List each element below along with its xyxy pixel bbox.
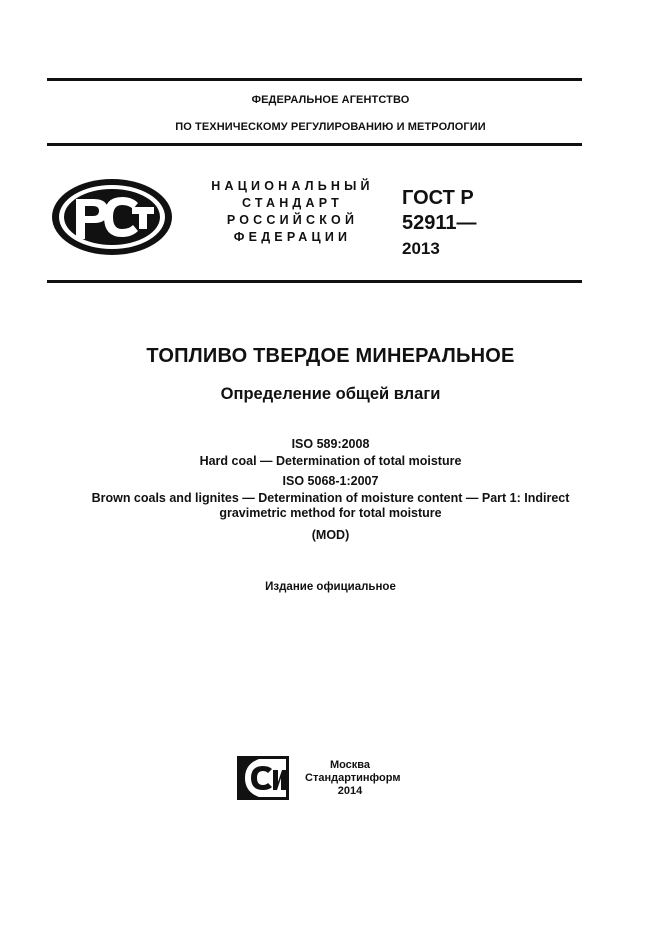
iso1-code: ISO 589:2008 xyxy=(291,437,370,451)
modification-label: (MOD) xyxy=(311,528,350,542)
iso2-title-line-2: gravimetric method for total moisture xyxy=(219,506,442,520)
iso2-code: ISO 5068-1:2007 xyxy=(282,474,379,488)
publisher-name: Стандартинформ xyxy=(305,772,401,784)
header-bottom-rule xyxy=(47,280,582,283)
publisher-year: 2014 xyxy=(337,785,363,797)
standard-line-3: РОССИЙСКОЙ xyxy=(226,213,359,227)
standartinform-logo xyxy=(237,756,289,800)
national-standard-label xyxy=(180,178,405,246)
standard-line-4: ФЕДЕРАЦИИ xyxy=(233,230,352,244)
standard-line-1: НАЦИОНАЛЬНЫЙ xyxy=(211,179,374,193)
agency-bottom-rule xyxy=(47,143,582,146)
publisher-block xyxy=(305,759,401,798)
standard-line-2: СТАНДАРТ xyxy=(242,196,343,210)
edition-label: Издание официальное xyxy=(265,581,396,593)
iso1-title: Hard coal — Determination of total moisture xyxy=(199,454,462,468)
designation-line-1: ГОСТ Р xyxy=(402,187,474,209)
designation-line-3: 2013 xyxy=(402,239,440,258)
agency-line-1: ФЕДЕРАЛЬНОЕ АГЕНТСТВО xyxy=(251,94,410,106)
document-title: ТОПЛИВО ТВЕРДОЕ МИНЕРАЛЬНОЕ xyxy=(146,345,515,367)
standard-designation xyxy=(402,186,477,261)
gost-rst-logo xyxy=(50,177,174,257)
top-rule xyxy=(47,78,582,81)
iso2-title-line-1: Brown coals and lignites — Determination of moisture content — Part 1: Indirect xyxy=(91,491,570,505)
publisher-city: Москва xyxy=(329,759,371,771)
designation-line-2: 52911— xyxy=(402,212,477,234)
agency-line-2: ПО ТЕХНИЧЕСКОМУ РЕГУЛИРОВАНИЮ И МЕТРОЛОГИИ xyxy=(175,121,486,133)
document-subtitle: Определение общей влаги xyxy=(220,385,441,403)
